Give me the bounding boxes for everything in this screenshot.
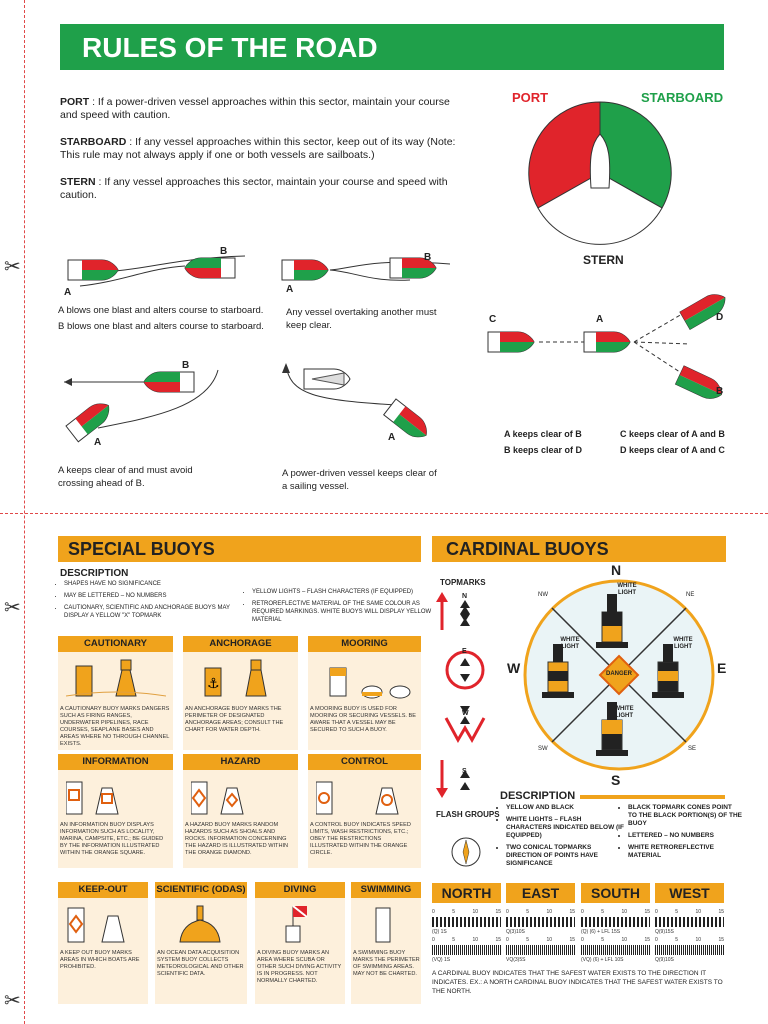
- diving-flag-icon: [260, 902, 344, 946]
- flash-bars-east-2: [506, 945, 575, 955]
- compass-e-label: E: [717, 660, 727, 676]
- buoy-keep-out-text: A KEEP OUT BUOY MARKS AREAS IN WHICH BOATS ARE PROHIBITED.: [60, 950, 140, 970]
- special-buoys-title: SPECIAL BUOYS: [58, 536, 421, 562]
- vessel-b-label: B: [424, 252, 432, 263]
- flash-bars-north-2: [432, 945, 501, 955]
- flash-code-north: (Q) 1S: [432, 929, 447, 935]
- flash-code-south-2: (VQ) (6) + LFL 10S: [581, 957, 624, 963]
- cut-line-horizontal: [0, 513, 768, 514]
- caption-head-on-a: A blows one blast and alters course to starboard.: [58, 305, 264, 316]
- white-light-w: WHITE LIGHT: [560, 637, 580, 650]
- scientific-buoy-icon: [160, 902, 244, 946]
- rule-stern: STERN : If any vessel approaches this sector, maintain your course and speed with caution.: [60, 176, 448, 201]
- buoy-swimming-header: SWIMMING: [351, 882, 421, 898]
- flash-bars-south: [581, 917, 650, 927]
- cardinal-east-header: EAST: [506, 883, 575, 903]
- buoy-hazard-text: A HAZARD BUOY MARKS RANDOM HAZARDS SUCH AS SHOALS AND ROCKS. INFORMATION CONCERNING THE HAZARD IS ILLUSTRATED WITHIN THE ORANGE DIAMOND.: [185, 822, 289, 856]
- swimming-buoy-icon: [356, 902, 416, 946]
- buoy-keep-out-header: KEEP-OUT: [58, 882, 148, 898]
- special-bullets-right: • YELLOW LIGHTS – FLASH CHARACTERS (IF EQUIPPED) • RETROREFLECTIVE MATERIAL OF THE SAME COLOUR AS REQUIRED MARKINGS. WHITE BUOYS WILL DISPLAY YELLOW MATERIAL: [240, 588, 437, 628]
- control-buoy-icon: [316, 774, 416, 818]
- mooring-buoy-icon: [314, 656, 418, 700]
- flash-code-west: Q(9)15S: [655, 929, 674, 935]
- anchor-icon: [191, 656, 291, 700]
- hazard-buoy-icon: [191, 774, 291, 818]
- flash-groups-label: FLASH GROUPS: [436, 810, 500, 819]
- vessel-a-label: A: [388, 432, 396, 443]
- flash-scale-north: 0 5 10 15: [432, 909, 501, 915]
- flash-code-south: (Q) (6) + LFL 15S: [581, 929, 621, 935]
- cardinal-south-header: SOUTH: [581, 883, 650, 903]
- white-light-e: WHITE LIGHT: [673, 637, 693, 650]
- cut-line-vertical: [24, 0, 25, 1024]
- flash-scale-south-2: 0 5 10 15: [581, 937, 650, 943]
- flash-code-east: Q(3)10S: [506, 929, 525, 935]
- rule-port: PORT : If a power-driven vessel approaches within this sector, maintain your course and speed with caution.: [60, 96, 450, 121]
- caption-overtaking: Any vessel overtaking another must keep clear.: [286, 307, 437, 331]
- svg-text:⚓: ⚓: [207, 676, 220, 692]
- compass-ne-label: NE: [686, 592, 695, 598]
- caption-multi-right-1: C keeps clear of A and B: [620, 429, 725, 439]
- flash-scale-east: 0 5 10 15: [506, 909, 575, 915]
- vessel-a-label: A: [286, 284, 294, 295]
- white-light-s: WHITE LIGHT: [614, 706, 634, 719]
- compass-se-label: SE: [688, 746, 697, 752]
- vessel-b-label: B: [716, 386, 724, 397]
- compass-n-label: N: [611, 562, 622, 578]
- caption-multi-right-2: D keeps clear of A and C: [620, 445, 725, 455]
- flash-code-north-2: (VQ) 1S: [432, 957, 451, 963]
- scenario-multi-vessel: [484, 282, 732, 402]
- vessel-b-label: B: [220, 246, 228, 257]
- cardinal-buoys-title: CARDINAL BUOYS: [432, 536, 726, 562]
- stern-label: STERN: [583, 253, 624, 267]
- cautionary-buoy-icon: [66, 656, 166, 700]
- scenario-crossing: [58, 358, 268, 448]
- compass-s-label: S: [611, 772, 621, 788]
- buoy-cautionary-text: A CAUTIONARY BUOY MARKS DANGERS SUCH AS FIRING RANGES, UNDERWATER PIPELINES, RACE COURSES, SEAPLANE BASES AND AREAS WHERE NO THROUGH CHANNEL EXISTS.: [60, 706, 170, 747]
- flash-scale-south: 0 5 10 15: [581, 909, 650, 915]
- compass-nw-label: NW: [538, 592, 548, 598]
- danger-label: DANGER: [605, 671, 632, 677]
- buoy-mooring-text: A MOORING BUOY IS USED FOR MOORING OR SECURING VESSELS. BE AWARE THAT A VESSEL MAY BE SECURED TO SUCH A BUOY.: [310, 706, 416, 733]
- flash-bars-east: [506, 917, 575, 927]
- vessel-c-label: C: [489, 314, 497, 325]
- cardinal-description-heading: DESCRIPTION: [500, 790, 576, 802]
- buoy-scientific-text: AN OCEAN DATA ACQUISITION SYSTEM BUOY COLLECTS METEOROLOGICAL AND OTHER SCIENTIFIC DATA.: [157, 950, 244, 977]
- vessel-a-label: A: [64, 287, 72, 298]
- buoy-hazard-header: HAZARD: [183, 754, 298, 770]
- information-buoy-icon: [66, 774, 166, 818]
- special-description-heading: DESCRIPTION: [60, 568, 129, 579]
- buoy-information-header: INFORMATION: [58, 754, 173, 770]
- flash-code-east-2: VQ(3)5S: [506, 957, 526, 963]
- special-bullets-left: • SHAPES HAVE NO SIGNIFICANCE • MAY BE LETTERED – NO NUMBERS • CAUTIONARY, SCIENTIFIC AND ANCHORAGE BUOYS MAY DISPLAY A YELLOW "X" TOPMARK: [52, 580, 249, 624]
- compass-sw-label: SW: [538, 746, 548, 752]
- topmarks-label: TOPMARKS: [440, 578, 486, 587]
- cardinal-bullets-left: • YELLOW AND BLACK • WHITE LIGHTS – FLASH CHARACTERS INDICATED BELOW (IF EQUIPPED) • TWO CONICAL TOPMARKS DIRECTION OF POINTS HAVE SIGNIFICANCE: [494, 804, 624, 872]
- vessel-b-label: B: [182, 360, 190, 371]
- flash-scale-north-2: 0 5 10 15: [432, 937, 501, 943]
- flash-bars-west-2: [655, 945, 724, 955]
- flash-scale-west-2: 0 5 10 15: [655, 937, 724, 943]
- topmark-n-label: N: [462, 593, 468, 600]
- topmark-e-label: E: [462, 648, 467, 655]
- caption-sailing: A power-driven vessel keeps clear of a sailing vessel.: [282, 468, 437, 492]
- compass-w-label: W: [507, 660, 521, 676]
- buoy-cautionary-header: CAUTIONARY: [58, 636, 173, 652]
- caption-head-on-b: B blows one blast and alters course to starboard.: [58, 321, 264, 332]
- starboard-label: STARBOARD: [641, 90, 724, 105]
- buoy-anchorage-text: AN ANCHORAGE BUOY MARKS THE PERIMETER OF DESIGNATED ANCHORAGE AREAS; CONSULT THE CHART FOR WATER DEPTH.: [185, 706, 284, 733]
- scenario-head-on: [60, 246, 260, 294]
- buoy-anchorage-header: ANCHORAGE: [183, 636, 298, 652]
- flash-code-west-2: Q(9)10S: [655, 957, 674, 963]
- scissors-icon: ✂: [4, 595, 21, 619]
- vessel-d-label: D: [716, 312, 724, 323]
- sector-diagram: [527, 100, 673, 246]
- white-light-n: WHITE LIGHT: [617, 583, 637, 596]
- buoy-diving-text: A DIVING BUOY MARKS AN AREA WHERE SCUBA OR OTHER SUCH DIVING ACTIVITY IS IN PROGRESS. NOT NORMALLY CHARTED.: [257, 950, 342, 984]
- flash-bars-north: [432, 917, 501, 927]
- scissors-icon: ✂: [4, 254, 21, 278]
- page-title: RULES OF THE ROAD: [60, 24, 724, 70]
- caption-crossing: A keeps clear of and must avoid crossing ahead of B.: [58, 465, 193, 489]
- flash-bars-south-2: [581, 945, 650, 955]
- keep-out-buoy-icon: [62, 902, 146, 946]
- topmarks-diagram: [432, 590, 502, 810]
- buoy-control-header: CONTROL: [308, 754, 421, 770]
- buoy-mooring-header: MOORING: [308, 636, 421, 652]
- vessel-a-label: A: [94, 437, 102, 448]
- cardinal-bullets-right: • BLACK TOPMARK CONES POINT TO THE BLACK PORTION(S) OF THE BUOY • LETTERED – NO NUMBERS • WHITE RETROREFLECTIVE MATERIAL: [616, 804, 742, 864]
- buoy-diving-header: DIVING: [255, 882, 345, 898]
- caption-multi-left-2: B keeps clear of D: [504, 445, 583, 455]
- caption-multi-left-1: A keeps clear of B: [504, 429, 582, 439]
- description-rule: [580, 795, 725, 799]
- buoy-swimming-text: A SWIMMING BUOY MARKS THE PERIMETER OF SWIMMING AREAS. MAY NOT BE CHARTED.: [353, 950, 420, 977]
- flash-scale-east-2: 0 5 10 15: [506, 937, 575, 943]
- rule-starboard: STARBOARD : If any vessel approaches within this sector, keep out of its way (Note: This rule may not always apply if one or both vessels are sailboats.): [60, 136, 456, 161]
- topmark-w-label: W: [462, 710, 469, 717]
- cardinal-west-header: WEST: [655, 883, 724, 903]
- buoy-control-text: A CONTROL BUOY INDICATES SPEED LIMITS, WASH RESTRICTIONS, ETC.; OBEY THE RESTRICTIONS ILLUSTRATED WITHIN THE ORANGE CIRCLE.: [310, 822, 411, 856]
- port-label: PORT: [512, 90, 549, 105]
- vessel-a-label: A: [596, 314, 604, 325]
- buoy-information-text: AN INFORMATION BUOY DISPLAYS INFORMATION SUCH AS LOCALITY, MARINA, CAMPSITE, ETC.; BE GUIDED BY THE INFORMATION ILLUSTRATED WITHIN THE ORANGE SQUARE.: [60, 822, 164, 856]
- cardinal-note: A CARDINAL BUOY INDICATES THAT THE SAFEST WATER EXISTS TO THE DIRECTION IT INDICATES. EX.: A NORTH CARDINAL BUOY INDICATES THAT THE SAFEST WATER EXISTS TO THE NORTH.: [432, 970, 723, 995]
- compass-icon: [448, 834, 484, 870]
- flash-scale-west: 0 5 10 15: [655, 909, 724, 915]
- scissors-icon: ✂: [4, 988, 21, 1012]
- scenario-sailing: [276, 355, 451, 445]
- topmark-s-label: S: [462, 768, 467, 775]
- buoy-scientific-header: SCIENTIFIC (ODAS): [155, 882, 247, 898]
- cardinal-north-header: NORTH: [432, 883, 501, 903]
- flash-bars-west: [655, 917, 724, 927]
